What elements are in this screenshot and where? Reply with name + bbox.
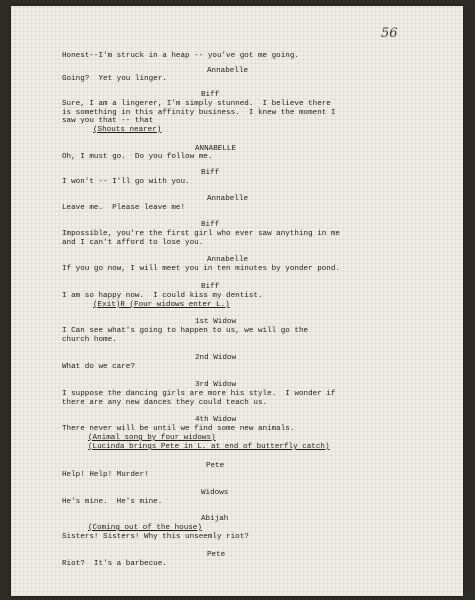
- stage-direction: (Shouts nearer): [93, 126, 162, 134]
- stage-direction: (Exit)R (Four widows enter L.): [93, 301, 230, 309]
- dialogue-line: I won't -- I'll go with you.: [62, 178, 190, 186]
- dialogue-line: Sisters! Sisters! Why this unseemly riot?: [62, 533, 249, 541]
- dialogue-line: Impossible, you're the first girl who ever saw anything in me: [62, 230, 340, 238]
- dialogue-line: I Can see what's going to happen to us, we will go the: [62, 327, 309, 335]
- dialogue-line: Sure, I am a lingerer, I'm simply stunned. I believe there: [62, 100, 331, 108]
- speaker-name: Biff: [201, 221, 220, 229]
- dialogue-line: and I can't afford to lose you.: [62, 239, 204, 247]
- dialogue-line: If you go now, I will meet you in ten minutes by yonder pond.: [62, 265, 340, 273]
- dialogue-line: saw you that -- that: [62, 117, 154, 125]
- dialogue-line: church home.: [62, 336, 117, 344]
- speaker-name: Biff: [201, 169, 220, 177]
- dialogue-line: Oh, I must go. Do you follow me.: [62, 153, 213, 161]
- dialogue-line: He's mine. He's mine.: [62, 498, 163, 506]
- dialogue-line: There never will be until we find some new animals.: [62, 425, 295, 433]
- dialogue-line: Honest--I'm struck in a heap -- you've got me going.: [62, 52, 299, 60]
- speaker-name: Annabelle: [207, 67, 249, 75]
- speaker-name: Pete: [206, 462, 225, 470]
- speaker-name: 1st Widow: [195, 318, 237, 326]
- speaker-name: Biff: [201, 283, 220, 291]
- dialogue-line: Riot? It's a barbecue.: [62, 560, 167, 568]
- speaker-name: Pete: [207, 551, 226, 559]
- stage-direction: (Lucinda brings Pete in L. at end of butterfly catch): [88, 443, 330, 451]
- dialogue-line: What do we care?: [62, 363, 135, 371]
- speaker-name: Abijah: [201, 515, 229, 523]
- dialogue-line: I suppose the dancing girls are more his style. I wonder if: [62, 390, 336, 398]
- speaker-name: Annabelle: [207, 256, 249, 264]
- script-page: [11, 6, 463, 596]
- speaker-name: Biff: [201, 91, 220, 99]
- dialogue-line: Help! Help! Murder!: [62, 471, 149, 479]
- speaker-name: ANNABELLE: [195, 145, 237, 153]
- dialogue-line: Going? Yet you linger.: [62, 75, 167, 83]
- dialogue-line: is something in this affinity business. I knew the moment I: [62, 109, 336, 117]
- page-number: 56: [381, 26, 398, 41]
- dialogue-line: I am so happy now. I could kiss my dentist.: [62, 292, 263, 300]
- dialogue-line: Leave me. Please leave me!: [62, 204, 186, 212]
- stage-direction: (Coming out of the house): [88, 524, 202, 532]
- stage-direction: (Animal song by four widows): [88, 434, 216, 442]
- speaker-name: 3rd Widow: [195, 381, 237, 389]
- speaker-name: Annabelle: [207, 195, 249, 203]
- dialogue-line: there are any new dances they could teach us.: [62, 399, 268, 407]
- speaker-name: Widows: [201, 489, 229, 497]
- speaker-name: 2nd Widow: [195, 354, 237, 362]
- speaker-name: 4th Widow: [195, 416, 237, 424]
